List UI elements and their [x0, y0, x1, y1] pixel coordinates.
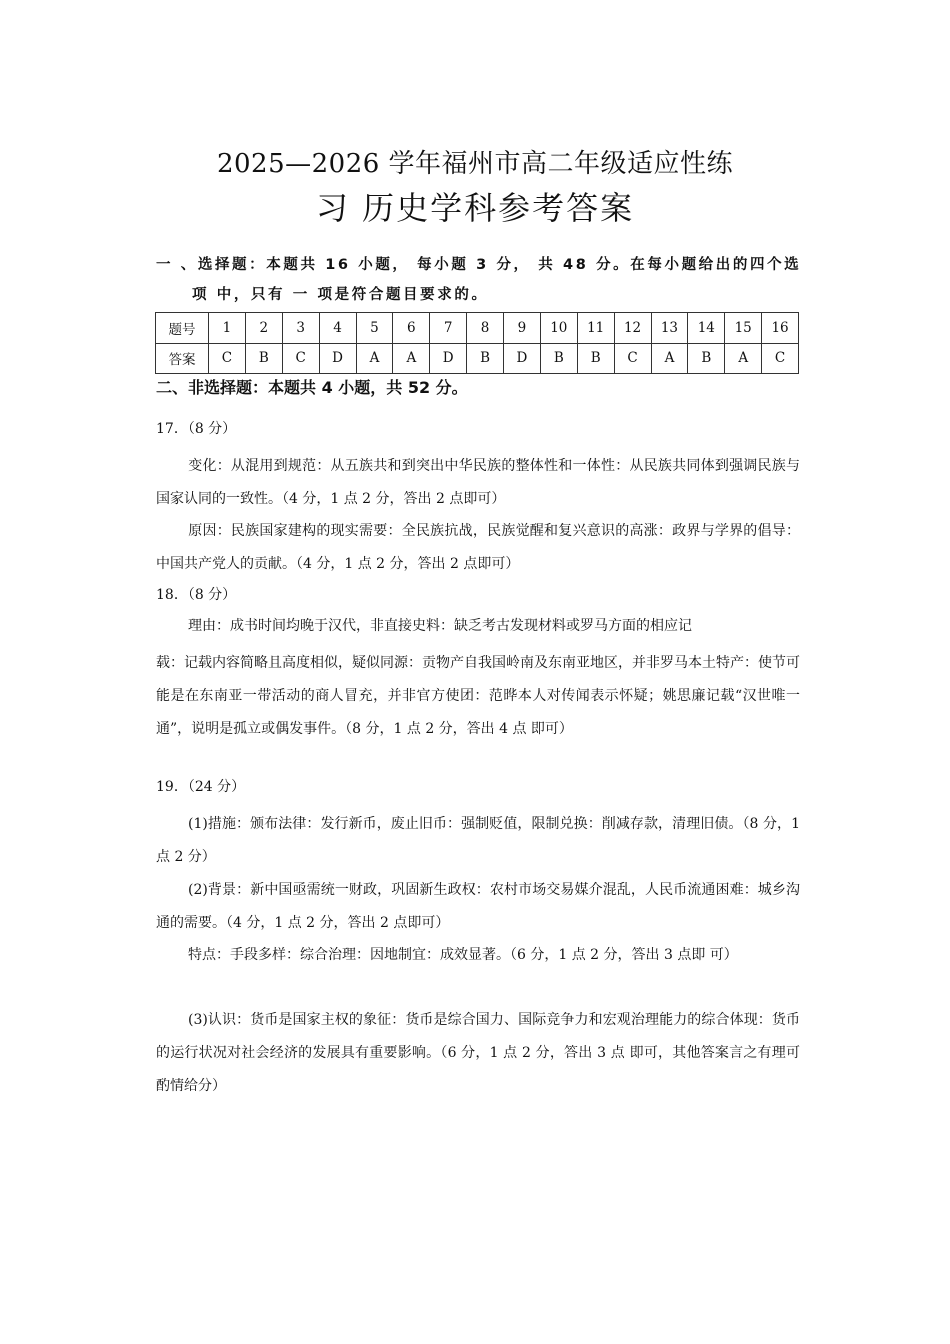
question-number: 8 [467, 313, 504, 344]
question-number: 5 [356, 313, 393, 344]
question-19-part-3-text: (3)认识：货币是国家主权的象征：货币是综合国力、国际竞争力和宏观治理能力的综合体现：货币的运行状况对社会经济的发展具有重要影响。（6 分，1 点 2 分，答出 3 点 即可，其他答案言之有理可酌情给分） [156, 1012, 800, 1094]
answer-cell: A [651, 343, 688, 374]
question-number: 4 [319, 313, 356, 344]
question-number: 7 [430, 313, 467, 344]
question-17-reason [156, 515, 800, 581]
answer-cell: A [356, 343, 393, 374]
question-19-part-1 [156, 808, 800, 874]
answer-cell: B [577, 343, 614, 374]
answer-cell: B [467, 343, 504, 374]
answer-cell: B [688, 343, 725, 374]
question-number: 15 [725, 313, 762, 344]
question-19-part-2-features [156, 939, 800, 972]
section-1-line-1: 一 、选择题：本题共 16 小题， 每小题 3 分， 共 48 分。在每小题给出的四个选 [156, 257, 802, 273]
table-answer-label: 答案 [156, 343, 209, 374]
answer-cell: A [393, 343, 430, 374]
answer-cell: B [540, 343, 577, 374]
answer-cell: C [614, 343, 651, 374]
table-header-label: 题号 [156, 313, 209, 344]
question-number: 14 [688, 313, 725, 344]
question-17-label: 17．（8 分） [156, 421, 237, 437]
answer-table [155, 312, 799, 374]
question-number: 11 [577, 313, 614, 344]
answer-cell: D [504, 343, 541, 374]
question-19-label: 19．（24 分） [156, 779, 246, 795]
answer-cell: B [245, 343, 282, 374]
question-19-part-2-features-text: 特点：手段多样：综合治理：因地制宜：成效显著。（6 分，1 点 2 分，答出 3 点即 可） [188, 947, 738, 963]
question-number: 16 [762, 313, 799, 344]
question-19-part-2-background-text: (2)背景：新中国亟需统一财政，巩固新生政权：农村市场交易媒介混乱，人民币流通困难：城乡沟通的需要。（4 分，1 点 2 分，答出 2 点即可） [156, 882, 800, 931]
answer-cell: D [319, 343, 356, 374]
question-number: 12 [614, 313, 651, 344]
question-17-reason-text: 原因：民族国家建构的现实需要：全民族抗战，民族觉醒和复兴意识的高涨：政界与学界的倡导：中国共产党人的贡献。（4 分，1 点 2 分，答出 2 点即可） [156, 523, 800, 572]
title-line-2: 习 历史学科参考答案 [315, 189, 635, 227]
answer-cell: C [282, 343, 319, 374]
question-number: 1 [209, 313, 246, 344]
question-number: 3 [282, 313, 319, 344]
question-17-change [156, 450, 800, 516]
section-2-heading: 二、非选择题：本题共 4 小题，共 52 分。 [156, 378, 468, 397]
answer-cell: A [725, 343, 762, 374]
question-19-part-2-background [156, 874, 800, 940]
question-18-reason-line-1 [156, 610, 800, 643]
question-number: 6 [393, 313, 430, 344]
question-18-label: 18．（8 分） [156, 587, 237, 603]
section-1-line-2: 项 中，只有 一 项是符合题目要求的。 [192, 287, 489, 303]
answer-cell: C [762, 343, 799, 374]
question-number: 10 [540, 313, 577, 344]
question-18-reason-text-b: 载：记载内容简略且高度相似，疑似同源：贡物产自我国岭南及东南亚地区，并非罗马本土特产：使节可能是在东南亚一带活动的商人冒充，并非官方使团：范晔本人对传闻表示怀疑；姚思廉记载“汉世唯一通”，说明是孤立或偶发事件。（8 分，1 点 2 分，答出 4 点 即可） [156, 655, 800, 737]
title-line-1: 2025—2026 学年福州市高二年级适应性练 [216, 149, 734, 179]
question-17-change-text: 变化：从混用到规范：从五族共和到突出中华民族的整体性和一体性：从民族共同体到强调民族与国家认同的一致性。（4 分，1 点 2 分，答出 2 点即可） [156, 458, 800, 507]
question-number: 13 [651, 313, 688, 344]
question-number: 2 [245, 313, 282, 344]
answer-table-number-row [156, 313, 799, 344]
question-18-reason-cont [156, 647, 800, 746]
answer-table-answer-row [156, 343, 799, 374]
question-18-reason-text-a: 理由：成书时间均晚于汉代，非直接史料：缺乏考古发现材料或罗马方面的相应记 [188, 618, 692, 634]
question-19-part-3 [156, 1004, 800, 1103]
question-number: 9 [504, 313, 541, 344]
section-1-instructions [156, 250, 806, 310]
answer-cell: C [209, 343, 246, 374]
question-19-part-1-text: (1)措施：颁布法律：发行新币，废止旧币：强制贬值，限制兑换：削减存款，清理旧债。（8 分，1 点 2 分） [156, 816, 800, 865]
answer-cell: D [430, 343, 467, 374]
